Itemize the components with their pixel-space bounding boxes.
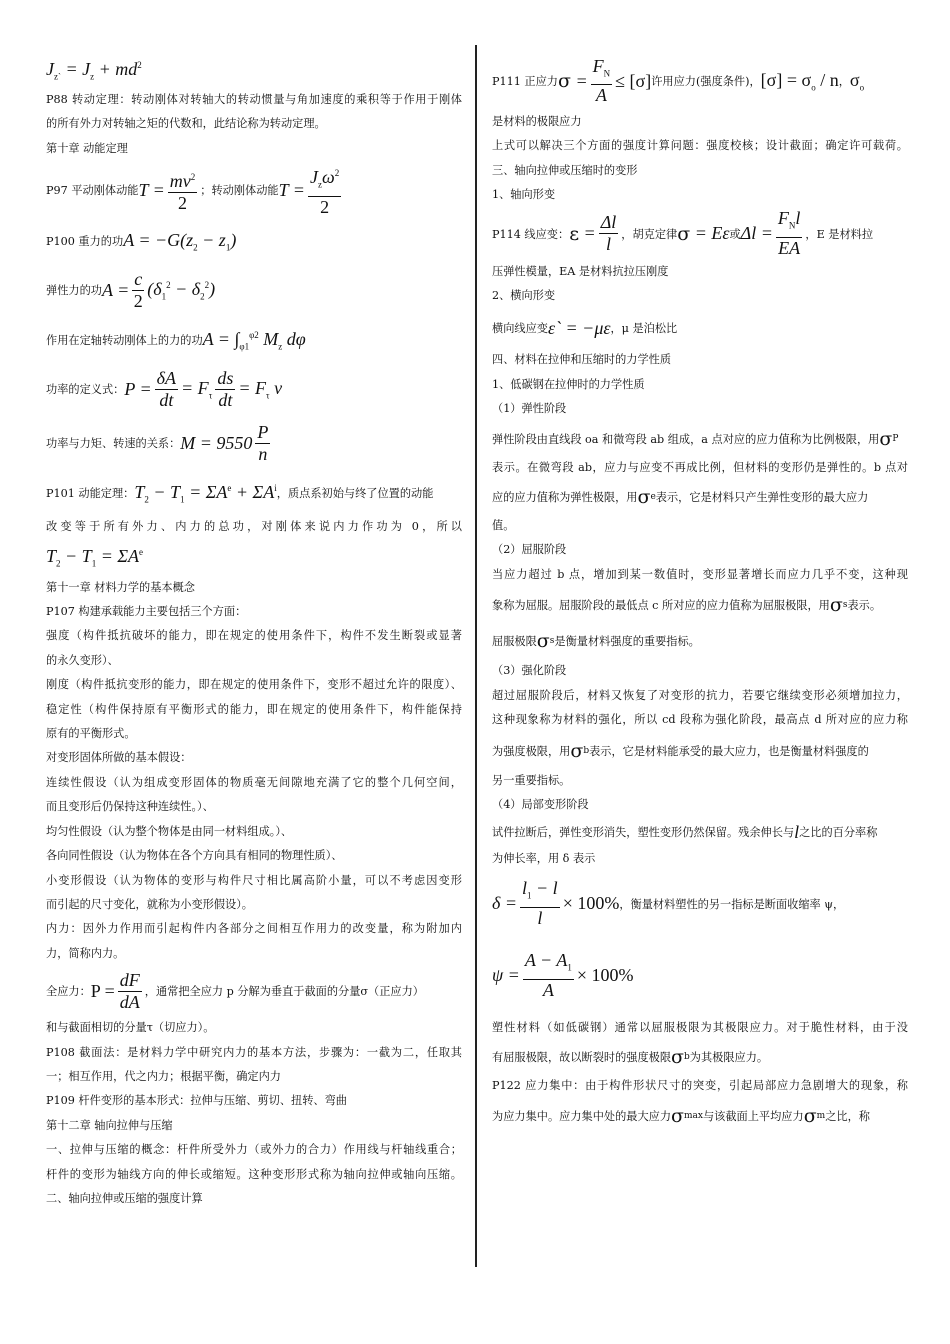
paragraph: 对变形固体所做的基本假设： [46, 751, 192, 765]
formula-total-stress: 全应力： P = $\frac{dF}{dA}$ ，通常把全应力 p 分解为垂直于截面的分量σ（正应力） [46, 969, 424, 1012]
paragraph: 1、低碳钢在拉伸时的力学性质 [492, 377, 645, 391]
formula-rigid-body: $T_2 - T_1 = \Sigma A^e$ [46, 546, 144, 569]
left-column [46, 52, 462, 1211]
paragraph: 有屈服极限，故以断裂时的强度极限 σ b 为其极限应力。 [492, 1046, 769, 1069]
paragraph: 力，简称内力。 [46, 946, 125, 960]
paragraph: 塑性材料（如低碳钢）通常以屈服极限为其极限应力。对于脆性材料，由于没 [492, 1020, 908, 1034]
paragraph: 一、拉伸与压缩的概念：杆件所受外力（或外力的合力）作用线与杆轴线重合； [46, 1143, 462, 1157]
formula-elongation: δ = $\frac{l_1 - l}{l}$ × 100% ，衡量材料塑性的另一指标是断面收缩率 ψ， [492, 878, 845, 929]
paragraph: P108 截面法：是材料力学中研究内力的基本方法，步骤为：一截为二，任取其 [46, 1045, 462, 1059]
paragraph: 为强度极限，用 σ b 表示，它是材料能承受的最大应力，也是衡量材料强度的 [492, 739, 869, 762]
paragraph: 值。 [492, 519, 515, 533]
paragraph: 连续性假设（认为组成变形固体的物质毫无间隙地充满了它的整个几何空间， [46, 775, 462, 789]
paragraph: 屈服极限 σ s 是衡量材料强度的重要指标。 [492, 630, 700, 653]
formula-power: 功率的定义式： P = $\frac{\delta A}{dt}$ = $F_\tau$ $\frac{ds}{dt}$ = $F_\tau$ v [46, 367, 283, 410]
formula-kinetic-theorem: P101 动能定理： $T_2 - T_1 = \Sigma A^e + \Sigma A^i$ ，质点系初始与终了位置的动能 [46, 481, 434, 505]
paragraph: 原有的平衡形式。 [46, 727, 136, 741]
paragraph: P107 构建承载能力主要包括三个方面： [46, 605, 247, 619]
paragraph: 一；相互作用，代之内力；根据平衡，确定内力 [46, 1069, 281, 1083]
formula-gravity-work: P100 重力的功 $A = -G(z_2 - z_1)$ [46, 229, 237, 253]
paragraph: 应的应力值称为弹性极限，用 σ e 表示，它是材料只产生弹性变形的最大应力 [492, 486, 869, 509]
paragraph: （4）局部变形阶段 [492, 797, 589, 811]
paragraph: 改变等于所有外力、内力的总功，对刚体来说内力作功为 0，所以 [46, 520, 462, 534]
paragraph: 上式可以解决三个方面的强度计算问题：强度校核；设计截面；确定许可载荷。 [492, 139, 908, 153]
paragraph: 刚度（构件抵抗变形的能力，即在规定的使用条件下，变形不超过允许的限度）、 [46, 678, 462, 692]
paragraph: 超过屈服阶段后，材料又恢复了对变形的抗力，若要它继续变形必须增加拉力， [492, 688, 908, 702]
paragraph: 而且变形后仍保持这种连续性。）、 [46, 800, 214, 814]
paragraph: 表示。在微弯段 ab，应力与应变不再成比例，但材料的变形仍是弹性的。b 点对 [492, 460, 908, 474]
formula-strain: P114 线应变： ε = $\frac{\Delta l}{l}$ ，胡克定律 σ = Eε 或 Δl = $\frac{F_Nl}{EA}$ ，E 是材料拉 [492, 208, 874, 258]
paragraph: 试件拉断后，弹性变形消失，塑性变形仍然保留。残余伸长与 l 之比的百分率称 [492, 821, 878, 842]
paragraph: 均匀性假设（认为整个物体是由同一材料组成。）、 [46, 824, 293, 838]
formula-lateral-strain: 横向线应变 ε` = −με ，μ 是泊松比 [492, 317, 678, 338]
chapter-heading: 第十章 动能定理 [46, 141, 128, 155]
paragraph: P122 应力集中：由于构件形状尺寸的突变，引起局部应力急剧增大的现象，称 [492, 1079, 908, 1093]
paragraph: 象称为屈服。屈服阶段的最低点 c 所对应的应力值称为屈服极限，用 σ s 表示。 [492, 594, 882, 617]
chapter-heading: 第十一章 材料力学的基本概念 [46, 580, 195, 594]
paragraph: 而引起的尺寸变化，就称为小变形假设）。 [46, 897, 253, 911]
paragraph: 为应力集中。应力集中处的最大应力 σ max 与该截面上平均应力 σ m 之比，称 [492, 1104, 870, 1127]
paragraph: 是材料的极限应力 [492, 115, 582, 128]
formula-power-torque: 功率与力矩、转速的关系： M = 9550 $\frac{P}{n}$ [46, 421, 269, 464]
paragraph: 各向同性假设（认为物体在各个方向具有相同的物理性质）、 [46, 849, 343, 863]
paragraph: 2、横向形变 [492, 289, 556, 303]
paragraph: 稳定性（构件保持原有平衡形式的能力，即在规定的使用条件下，构件能保持 [46, 702, 462, 716]
paragraph: （2）屈服阶段 [492, 543, 567, 557]
paragraph: 和与截面相切的分量τ（切应力）。 [46, 1021, 215, 1035]
paragraph: 1、轴向形变 [492, 188, 556, 202]
formula-area-reduction: ψ = $\frac{A - A_1}{A}$ × 100% [492, 950, 634, 1001]
paragraph: 弹性阶段由直线段 oa 和微弯段 ab 组成，a 点对应的应力值称为比例极限，用 σ P [492, 427, 899, 450]
paragraph: 杆件的变形为轴线方向的伸长或缩短。这种变形形式称为轴向拉伸或轴向压缩。 [46, 1167, 462, 1181]
paragraph: 的所有外力对转轴之矩的代数和，此结论称为转动定理。 [46, 117, 326, 131]
paragraph: 压弹性模量，EA 是材料抗拉压刚度 [492, 264, 669, 278]
paragraph: 的永久变形）、 [46, 653, 119, 667]
paragraph: 为伸长率，用 δ 表示 [492, 852, 596, 866]
section-heading: 二、轴向拉伸或压缩的强度计算 [46, 1191, 203, 1205]
chapter-heading: 第十二章 轴向拉伸与压缩 [46, 1118, 173, 1132]
paragraph: 当应力超过 b 点，增加到某一数值时，变形显著增长而应力几乎不变，这种现 [492, 567, 908, 581]
formula-kinetic-energy: P97 平动刚体动能 T = $\frac{mv^2}{2}$ ；转动刚体动能 T = $\frac{J_z\omega^2}{2}$ [46, 161, 462, 219]
paragraph: 另一重要指标。 [492, 773, 571, 787]
formula-parallel-axis: $J_{z`} = J_z + md^2$ [46, 58, 142, 82]
paragraph: P88 转动定理：转动刚体对转轴大的转动惯量与角加速度的乘积等于作用于刚体 [46, 93, 462, 106]
paragraph: （3）强化阶段 [492, 664, 567, 678]
paragraph: 强度（构件抵抗破坏的能力，即在规定的使用条件下，构件不发生断裂或显著 [46, 629, 462, 643]
paragraph: 小变形假设（认为物体的变形与构件尺寸相比属高阶小量，可以不考虑因变形 [46, 873, 462, 887]
paragraph: 内力：因外力作用而引起构件内各部分之间相互作用力的改变量，称为附加内 [46, 922, 462, 936]
column-divider [475, 45, 477, 1267]
formula-rotation-work: 作用在定轴转动刚体上的力的功 $A = \int_{\varphi 1}^{\varphi 2}$ $M_z$ dφ [46, 328, 306, 352]
paragraph: 这种现象称为材料的强化，所以 cd 段称为强化阶段，最高点 d 所对应的应力称 [492, 713, 908, 727]
section-heading: 三、轴向拉伸或压缩时的变形 [492, 163, 638, 177]
paragraph: （1）弹性阶段 [492, 402, 567, 416]
section-heading: 四、材料在拉伸和压缩时的力学性质 [492, 353, 672, 367]
formula-elastic-work: 弹性力的功 A = $\frac{c}{2}$ $(\delta_1^2 - \delta_2^2)$ [46, 268, 216, 311]
right-column [492, 52, 908, 1133]
formula-normal-stress: P111 正应力 σ = $\frac{F_N}{A}$ ≤ [σ] 许用应力(强度条件)， $[\sigma] = \sigma_o / n$ ， $\sigma_o$ [492, 55, 865, 106]
paragraph: P109 杆件变形的基本形式：拉伸与压缩、剪切、扭转、弯曲 [46, 1094, 347, 1108]
